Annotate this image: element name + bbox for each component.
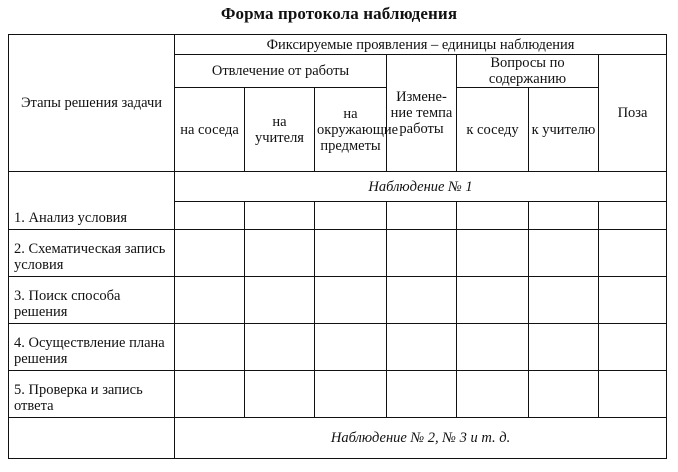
distraction-objects-header: на окружающие предметы (315, 88, 387, 172)
stage-row-4 (9, 324, 667, 371)
entry-cell[interactable] (457, 324, 529, 371)
pose-header: Поза (599, 55, 667, 172)
question-neighbor-header: к соседу (457, 88, 529, 172)
empty-stage-cell (9, 418, 175, 459)
entry-cell[interactable] (175, 277, 245, 324)
stage-row-2 (9, 230, 667, 277)
stages-header: Этапы решения задачи (9, 35, 175, 172)
question-teacher-header: к учителю (529, 88, 599, 172)
entry-cell[interactable] (175, 202, 245, 230)
observation-next-label: Наблюдение № 2, № 3 и т. д. (175, 418, 667, 459)
entry-cell[interactable] (315, 230, 387, 277)
entry-cell[interactable] (387, 371, 457, 418)
protocol-table (8, 34, 667, 459)
entry-cell[interactable] (599, 202, 667, 230)
entry-cell[interactable] (315, 277, 387, 324)
entry-cell[interactable] (457, 230, 529, 277)
questions-group-header: Вопросы по содержанию (457, 55, 599, 88)
entry-cell[interactable] (175, 230, 245, 277)
distraction-teacher-header: на учителя (245, 88, 315, 172)
entry-cell[interactable] (175, 324, 245, 371)
main-group-header: Фиксируемые проявления – единицы наблюдения (175, 35, 667, 55)
entry-cell[interactable] (315, 324, 387, 371)
entry-cell[interactable] (599, 230, 667, 277)
entry-cell[interactable] (315, 202, 387, 230)
distraction-group-header: Отвлечение от работы (175, 55, 387, 88)
entry-cell[interactable] (387, 202, 457, 230)
entry-cell[interactable] (529, 230, 599, 277)
entry-cell[interactable] (457, 202, 529, 230)
entry-cell[interactable] (457, 371, 529, 418)
stage-row-5 (9, 371, 667, 418)
header-row-1 (9, 35, 667, 55)
stage-label-1: 1. Анализ условия (9, 172, 175, 230)
entry-cell[interactable] (245, 324, 315, 371)
page-title: Форма протокола наблюдения (220, 4, 458, 23)
stage-label-3: 3. Поиск способа решения (9, 277, 175, 324)
observation-1-row (9, 172, 667, 202)
entry-cell[interactable] (599, 371, 667, 418)
stage-label-4: 4. Осуществление плана решения (9, 324, 175, 371)
tempo-change-header: Изменение темпа работы (387, 55, 457, 172)
entry-cell[interactable] (529, 277, 599, 324)
observation-next-row (9, 418, 667, 459)
entry-cell[interactable] (245, 230, 315, 277)
stage-label-2: 2. Схематическая запись условия (9, 230, 175, 277)
stage-row-3 (9, 277, 667, 324)
entry-cell[interactable] (599, 277, 667, 324)
entry-cell[interactable] (599, 324, 667, 371)
entry-cell[interactable] (387, 230, 457, 277)
stage-label-5: 5. Проверка и запись ответа (9, 371, 175, 418)
observation-1-label: Наблюдение № 1 (175, 172, 667, 202)
distraction-neighbor-header: на соседа (175, 88, 245, 172)
entry-cell[interactable] (457, 277, 529, 324)
entry-cell[interactable] (529, 202, 599, 230)
entry-cell[interactable] (529, 324, 599, 371)
entry-cell[interactable] (529, 371, 599, 418)
entry-cell[interactable] (245, 371, 315, 418)
entry-cell[interactable] (175, 371, 245, 418)
entry-cell[interactable] (387, 277, 457, 324)
entry-cell[interactable] (245, 277, 315, 324)
entry-cell[interactable] (245, 202, 315, 230)
entry-cell[interactable] (315, 371, 387, 418)
entry-cell[interactable] (387, 324, 457, 371)
